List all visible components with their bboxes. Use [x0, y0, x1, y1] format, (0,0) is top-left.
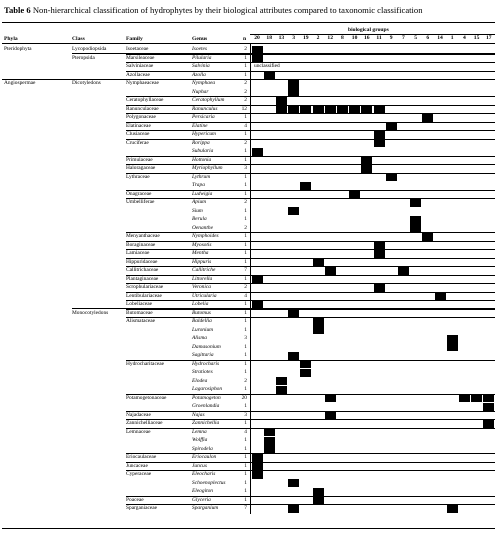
group-membership-block — [361, 165, 372, 173]
group-membership-block — [300, 182, 311, 190]
genus-cell: Myosotis — [192, 241, 212, 248]
n-cell: 1 — [244, 156, 247, 163]
family-cell: Poaceae — [126, 496, 144, 503]
genus-cell: Wolffia — [192, 437, 208, 443]
phylum-cell: Angiospermae — [4, 80, 36, 86]
group-membership-block — [325, 411, 336, 419]
family-cell: Butomaceae — [126, 309, 153, 316]
genus-cell: Lemna — [192, 428, 207, 435]
family-cell: Salviniaceae — [126, 63, 154, 69]
family-cell: Scrophulariaceae — [126, 284, 164, 290]
n-cell: 1 — [244, 309, 247, 316]
n-cell: 4 — [244, 122, 247, 129]
genus-cell: Sium — [192, 207, 203, 214]
n-cell: 2 — [244, 139, 247, 146]
n-cell: 2 — [244, 199, 247, 205]
genus-cell: Eriocaulon — [192, 454, 217, 460]
genus-cell: Butomus — [192, 309, 211, 316]
genus-cell: Nuphar — [192, 88, 209, 95]
group-column-15: 15 — [473, 35, 480, 41]
genus-cell: Hottonia — [192, 156, 212, 163]
family-cell: Lythraceae — [126, 173, 150, 180]
group-membership-block — [374, 105, 385, 113]
group-membership-block — [374, 241, 385, 249]
group-column-1: 1 — [450, 35, 454, 41]
genus-cell: Trapa — [192, 182, 205, 188]
group-membership-block — [300, 360, 311, 368]
group-membership-block — [288, 309, 299, 317]
n-cell: 1 — [244, 131, 247, 137]
phylum-separator — [2, 79, 495, 80]
family-separator — [126, 122, 495, 123]
group-membership-block — [386, 173, 397, 181]
genus-cell: Oenanthe — [192, 224, 213, 231]
n-cell: 1 — [244, 496, 247, 503]
n-cell: 1 — [244, 471, 247, 477]
n-cell: 1 — [244, 241, 247, 248]
family-separator — [126, 249, 495, 250]
group-membership-block — [349, 105, 360, 113]
group-column-4: 4 — [462, 35, 466, 41]
group-membership-block — [288, 352, 299, 360]
family-cell: Nymphaeaceae — [126, 80, 159, 86]
genus-cell: Eleogiton — [192, 488, 213, 494]
family-cell: Zannichelliaceae — [126, 420, 163, 426]
group-membership-block — [325, 105, 336, 113]
family-separator — [126, 198, 495, 199]
class-separator — [72, 308, 495, 309]
family-cell: Ceratophyllaceae — [126, 97, 164, 103]
family-cell: Ranunculaceae — [126, 105, 159, 112]
genus-cell: Salvinia — [192, 63, 210, 69]
family-separator — [126, 496, 495, 497]
genus-cell: Elatine — [192, 122, 208, 129]
family-cell: Juncaceae — [126, 462, 148, 469]
n-cell: 1 — [244, 54, 247, 61]
group-membership-block — [252, 471, 263, 479]
n-cell: 1 — [244, 182, 247, 188]
family-cell: Haloragaceae — [126, 165, 156, 171]
group-column-19: 19 — [303, 35, 309, 41]
family-cell: Najadaceae — [126, 411, 151, 418]
group-membership-block — [313, 318, 324, 326]
genus-cell: Hydrocharis — [192, 360, 220, 367]
group-column-11: 11 — [376, 35, 382, 41]
family-separator — [126, 156, 495, 157]
genus-cell: Rorippa — [192, 139, 210, 146]
header-rule — [2, 43, 495, 44]
genus-cell: Lythrum — [192, 173, 211, 180]
group-membership-block — [264, 445, 275, 453]
genus-cell: Ceratophyllum — [192, 97, 225, 103]
group-membership-block — [252, 462, 263, 470]
unclassified-note: unclassified — [254, 63, 280, 69]
genus-cell: Najas — [192, 411, 205, 418]
family-cell: Lentibulariaceae — [126, 292, 162, 299]
group-membership-block — [471, 394, 482, 402]
caption-text: Non-hierarchical classification of hydrophytes by their biological attributes compared to taxonomic classification — [32, 5, 423, 15]
n-cell: 1 — [244, 207, 247, 214]
n-cell: 2 — [244, 46, 247, 52]
genus-cell: Pilularia — [192, 54, 212, 61]
genus-cell: Hippuris — [192, 258, 212, 265]
genus-cell: Myriophyllum — [192, 165, 223, 171]
group-membership-block — [264, 437, 275, 445]
genus-cell: Lobelia — [192, 301, 209, 307]
group-membership-block — [374, 284, 385, 292]
genus-cell: Apium — [192, 199, 207, 205]
family-separator — [126, 453, 495, 454]
group-membership-block — [337, 105, 348, 113]
n-cell: 1 — [244, 318, 247, 324]
genus-cell: Alisma — [192, 335, 207, 341]
family-cell: Boraginaceae — [126, 241, 156, 248]
genus-cell: Berula — [192, 216, 207, 222]
group-membership-block — [325, 394, 336, 402]
group-membership-block — [288, 88, 299, 96]
family-separator — [126, 241, 495, 242]
n-cell: 1 — [244, 250, 247, 256]
family-separator — [126, 275, 495, 276]
genus-cell: Utricularia — [192, 292, 217, 299]
class-cell: Lycopodiopsida — [72, 46, 107, 52]
family-separator — [126, 428, 495, 429]
genus-cell: Ludwigia — [192, 190, 213, 197]
group-membership-block — [276, 105, 287, 113]
genus-cell: Isoetes — [192, 46, 207, 52]
genus-cell: Eleocharis — [192, 471, 216, 477]
n-cell: 1 — [244, 216, 247, 222]
n-cell: 20 — [241, 394, 247, 401]
family-cell: Sparganiaceae — [126, 505, 158, 511]
genus-cell: Baldellia — [192, 318, 212, 324]
genus-cell: Lagarosiphon — [192, 386, 223, 392]
group-column-3: 3 — [292, 35, 295, 41]
header-class: Class — [72, 36, 85, 42]
group-membership-block — [410, 199, 421, 207]
family-cell: Potamogetonaceae — [126, 394, 167, 401]
group-membership-block — [252, 54, 263, 62]
n-cell: 1 — [244, 301, 247, 307]
family-cell: Umbelliferae — [126, 199, 155, 205]
family-separator — [126, 258, 495, 259]
genus-cell: Damasonium — [192, 343, 221, 350]
group-column-8: 8 — [340, 35, 344, 41]
n-cell: 1 — [244, 369, 247, 375]
class-separator — [72, 53, 495, 54]
group-membership-block — [483, 420, 494, 428]
genus-cell: Zannichellia — [192, 420, 220, 426]
group-membership-block — [288, 207, 299, 215]
genus-cell: Groenlandia — [192, 403, 220, 409]
n-cell: 4 — [244, 428, 247, 435]
group-membership-block — [252, 275, 263, 283]
group-membership-block — [422, 233, 433, 241]
group-column-2: 2 — [316, 35, 320, 41]
class-cell: Monocotyledons — [72, 309, 109, 316]
genus-cell: Sparganium — [192, 505, 219, 511]
class-cell: Dicotyledons — [72, 80, 101, 86]
genus-cell: Littorella — [192, 275, 213, 282]
group-membership-block — [398, 267, 409, 275]
family-cell: Cyperaceae — [126, 471, 152, 477]
group-membership-block — [361, 105, 372, 113]
group-membership-block — [374, 250, 385, 258]
family-separator — [126, 419, 495, 420]
group-column-13: 13 — [278, 35, 285, 41]
family-separator — [126, 394, 495, 395]
n-cell: 1 — [244, 445, 247, 452]
n-cell: 1 — [244, 462, 247, 469]
group-membership-block — [252, 454, 263, 462]
n-cell: 1 — [244, 71, 247, 78]
n-cell: 2 — [244, 80, 247, 86]
group-column-7: 7 — [401, 35, 405, 41]
header-family: Family — [126, 36, 143, 42]
family-separator — [126, 62, 495, 63]
family-cell: Callitrichaceae — [126, 267, 159, 273]
n-cell: 1 — [244, 173, 247, 180]
biological-groups-header: biological groups — [348, 27, 389, 33]
genus-cell: Azolla — [192, 71, 206, 78]
n-cell: 1 — [244, 360, 247, 367]
n-cell: 1 — [244, 386, 247, 392]
group-membership-block — [264, 428, 275, 436]
n-cell: 2 — [244, 88, 247, 95]
group-membership-block — [447, 335, 458, 343]
group-membership-block — [276, 377, 287, 385]
genus-cell: Luronium — [192, 326, 214, 333]
family-cell: Hippuridaceae — [126, 258, 158, 265]
group-column-14: 14 — [437, 35, 443, 41]
n-cell: 1 — [244, 190, 247, 197]
n-cell: 1 — [244, 275, 247, 282]
group-membership-block — [288, 105, 299, 113]
family-separator — [126, 71, 495, 72]
genus-cell: Callitriche — [192, 267, 216, 273]
n-cell: 4 — [244, 292, 247, 299]
family-separator — [126, 96, 495, 97]
group-membership-block — [288, 479, 299, 487]
family-cell: Lobeliaceae — [126, 301, 153, 307]
n-cell: 1 — [244, 454, 247, 460]
n-cell: 1 — [244, 479, 247, 486]
genus-cell: Nymphoides — [192, 233, 219, 239]
family-cell: Hydrocharitaceae — [126, 360, 165, 367]
n-cell: 3 — [244, 165, 247, 171]
family-cell: Marsileaceae — [126, 54, 155, 61]
group-column-9: 9 — [389, 35, 393, 41]
n-cell: 1 — [244, 148, 247, 154]
bottom-rule — [2, 528, 495, 529]
n-cell: 12 — [241, 105, 247, 112]
genus-cell: Sagittaria — [192, 352, 214, 358]
phylum-cell: Pteridophyta — [4, 46, 32, 52]
group-membership-block — [313, 326, 324, 334]
n-cell: 1 — [244, 403, 247, 409]
group-membership-block — [459, 394, 470, 402]
table-caption — [4, 5, 496, 15]
n-cell: 3 — [244, 411, 247, 418]
group-column-5: 5 — [414, 35, 417, 41]
n-cell: 2 — [244, 224, 247, 231]
n-cell: 1 — [244, 420, 247, 426]
header-n: n — [243, 36, 247, 42]
group-membership-block — [374, 131, 385, 139]
group-membership-block — [288, 505, 299, 513]
group-membership-block — [483, 394, 494, 402]
group-membership-block — [252, 148, 263, 156]
group-membership-block — [483, 403, 494, 411]
group-membership-block — [349, 190, 360, 198]
top-rule — [2, 22, 495, 23]
genus-cell: Elodea — [192, 377, 208, 384]
n-cell: 7 — [244, 505, 247, 511]
group-membership-block — [325, 267, 336, 275]
family-separator — [126, 300, 495, 301]
genus-cell: Mentha — [192, 250, 209, 256]
family-separator — [126, 232, 495, 233]
group-membership-block — [313, 258, 324, 266]
family-cell: Isoetaceae — [126, 46, 149, 52]
family-separator — [126, 113, 495, 114]
family-cell: Cruciferae — [126, 139, 149, 146]
group-membership-block — [313, 496, 324, 504]
n-cell: 2 — [244, 284, 247, 290]
n-cell: 3 — [244, 335, 247, 341]
n-cell: 1 — [244, 488, 247, 494]
group-membership-block — [374, 139, 385, 147]
group-column-12: 12 — [327, 35, 333, 41]
genus-cell: Glyceria — [192, 496, 211, 503]
family-cell: Polygonaceae — [126, 114, 156, 120]
family-cell: Menyanthaceae — [126, 233, 160, 239]
n-cell: 1 — [244, 326, 247, 333]
n-cell: 1 — [244, 258, 247, 265]
genus-cell: Persicaria — [192, 114, 215, 120]
n-cell: 1 — [244, 63, 247, 69]
group-column-17: 17 — [486, 35, 492, 41]
family-separator — [126, 130, 495, 131]
group-column-16: 16 — [364, 35, 370, 41]
n-cell: 1 — [244, 114, 247, 120]
group-column-10: 10 — [351, 35, 358, 41]
family-separator — [126, 266, 495, 267]
n-cell: 2 — [244, 377, 247, 384]
family-separator — [126, 317, 495, 318]
family-cell: Elatinaceae — [126, 122, 151, 129]
genus-cell: Juncus — [192, 462, 207, 469]
group-membership-block — [361, 156, 372, 164]
genus-cell: Spirodela — [192, 445, 213, 452]
group-membership-block — [300, 105, 311, 113]
family-cell: Lamiaceae — [126, 250, 150, 256]
group-column-6: 6 — [426, 35, 430, 41]
family-separator — [126, 411, 495, 412]
genus-cell: Potamogeton — [192, 394, 221, 401]
genus-cell: Hypericum — [192, 131, 216, 137]
group-membership-block — [410, 224, 421, 232]
group-membership-block — [313, 488, 324, 496]
n-cell: 1 — [244, 343, 247, 350]
family-separator — [126, 283, 495, 284]
family-cell: Onagraceae — [126, 190, 152, 197]
family-cell: Azollaceae — [126, 71, 150, 78]
family-cell: Alismataceae — [126, 318, 156, 324]
genus-cell: Stratiotes — [192, 369, 213, 375]
genus-cell: Schoenoplectus — [192, 479, 226, 486]
group-membership-block — [447, 505, 458, 513]
family-separator — [126, 190, 495, 191]
genus-cell: Ranunculus — [192, 105, 218, 112]
group-column-20: 20 — [254, 35, 260, 41]
group-membership-block — [447, 343, 458, 351]
group-membership-block — [422, 114, 433, 122]
group-membership-block — [410, 216, 421, 224]
family-separator — [126, 173, 495, 174]
group-membership-block — [313, 105, 324, 113]
group-membership-block — [386, 122, 397, 130]
caption-label: Table 6 — [4, 5, 31, 15]
group-membership-block — [288, 80, 299, 88]
family-separator — [126, 139, 495, 140]
family-cell: Eriocaulaceae — [126, 454, 157, 460]
genus-cell: Veronica — [192, 284, 211, 290]
family-separator — [126, 462, 495, 463]
n-cell: 1 — [244, 437, 247, 443]
family-separator — [126, 504, 495, 505]
group-membership-block — [276, 386, 287, 394]
family-separator — [126, 470, 495, 471]
family-cell: Lemnaceae — [126, 428, 151, 435]
n-cell: 2 — [244, 97, 247, 103]
group-column-18: 18 — [266, 35, 272, 41]
class-cell: Pteropsida — [72, 54, 95, 61]
n-cell: 7 — [244, 267, 247, 273]
group-membership-block — [300, 369, 311, 377]
n-cell: 1 — [244, 352, 247, 358]
family-separator — [126, 164, 495, 165]
family-cell: Clusiaceae — [126, 131, 150, 137]
n-cell: 1 — [244, 233, 247, 239]
header-genus: Genus — [192, 36, 208, 42]
genus-cell: Subularia — [192, 148, 214, 154]
header-phyla: Phyla — [4, 36, 18, 42]
group-membership-block — [435, 292, 446, 300]
group-membership-block — [276, 97, 287, 105]
family-cell: Plantaginaceae — [126, 275, 159, 282]
family-cell: Primulaceae — [126, 156, 153, 163]
genus-cell: Nymphaea — [192, 80, 216, 86]
